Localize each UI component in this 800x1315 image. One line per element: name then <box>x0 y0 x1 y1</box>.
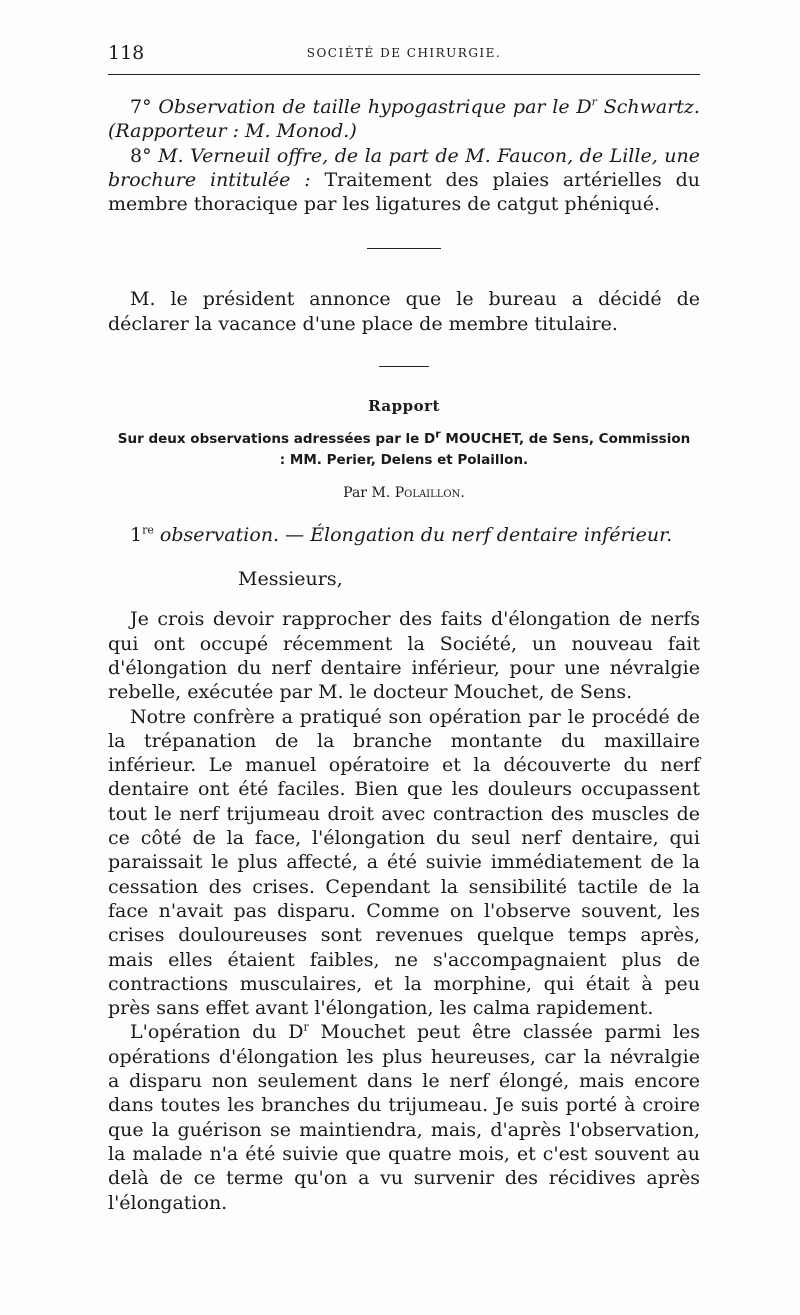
observation-dash: — <box>285 524 305 547</box>
observation-sup: re <box>142 523 154 537</box>
rapport-subtitle-b: MOUCHET, de Sens, Commission : MM. Perier, Delens et Polaillon. <box>279 431 691 469</box>
rapport-title: Rapport <box>368 397 440 416</box>
byline-prefix: Par M. <box>343 485 391 502</box>
salutation: Messieurs, <box>238 568 343 591</box>
observation-heading <box>108 523 700 547</box>
announcement: M. le président annonce que le bureau a décidé de déclarer la vacance d'une place de membre titulaire. <box>108 288 700 335</box>
paragraph-3-a: L'opération du D <box>130 1021 304 1044</box>
page-number: 118 <box>108 42 145 64</box>
item-8-text: Traitement des plaies artérielles du membre thoracique par les ligatures de catgut phéniqué. <box>108 168 700 216</box>
item-8-italic: M. Verneuil offre, de la part de M. Faucon, de Lille, une brochure intitulée : <box>108 144 700 191</box>
paragraph-1: Je crois devoir rapprocher des faits d'élongation de nerfs qui ont occupé récemment la Société, un nouveau fait d'élongation du nerf dentaire inférieur, pour une névralgie rebelle, exécutée par M. le docteur Mouchet, de Sens. <box>108 608 700 704</box>
item-7-sup: r <box>591 95 597 109</box>
item-7-text: Observation de taille hypogastrique par le D <box>158 96 592 118</box>
paragraph-3-b: Mouchet peut être classée parmi les opérations d'élongation les plus heureuses, car la névralgie a disparu non seulement dans le nerf élongé, mais encore dans toutes les branches du trijumeau. Je suis porté à croire que la guérison se maintiendra, mais, d'après l'observation, la malade n'a été suivie que quatre mois, et c'est souvent au delà de ce terme qu'on a vu survenir des récidives après l'élongation. <box>108 1021 700 1214</box>
item-8 <box>108 144 700 217</box>
item-8-number: 8° <box>130 144 152 167</box>
rapport-subtitle <box>108 429 700 471</box>
paragraph-2: Notre confrère a pratiqué son opération par le procédé de la trépanation de la branche montante du maxillaire inférieur. Le manuel opératoire et la découverte du nerf dentaire ont été faciles. Bien que les douleurs occupassent tout le nerf trijumeau droit avec contraction des muscles de ce côté de la face, l'élongation du seul nerf dentaire, qui paraissait le plus affecté, a été suivie immédiatement de la cessation des crises. Cependant la sensibilité tactile de la face n'avait pas disparu. Comme on l'observe souvent, les crises douloureuses sont revenues quelque temps après, mais elles étaient faibles, ne s'accompagnaient plus de contractions musculaires, et la morphine, qui était à peu près sans effet avant l'élongation, les calma rapidement. <box>108 705 700 1020</box>
page <box>108 40 700 1215</box>
item-7-name: Schwartz. <box>603 96 700 118</box>
observation-number: 1 <box>130 524 143 547</box>
byline <box>108 485 700 501</box>
observation-label: observation. <box>159 524 280 547</box>
item-7 <box>108 95 700 144</box>
paragraph-3-sup: r <box>303 1021 309 1035</box>
byline-name: Polaillon. <box>394 485 465 502</box>
rapport-subtitle-sup: r <box>435 427 441 441</box>
item-7-number: 7° <box>130 96 152 118</box>
paragraph-3 <box>108 1020 700 1214</box>
observation-title: Élongation du nerf dentaire inférieur. <box>310 524 673 547</box>
item-7-rapporteur: (Rapporteur : M. Monod.) <box>108 120 357 143</box>
rapport-subtitle-a: Sur deux observations adressées par le D <box>117 431 436 448</box>
running-title: SOCIÉTÉ DE CHIRURGIE. <box>306 46 502 60</box>
page-header <box>108 40 700 75</box>
